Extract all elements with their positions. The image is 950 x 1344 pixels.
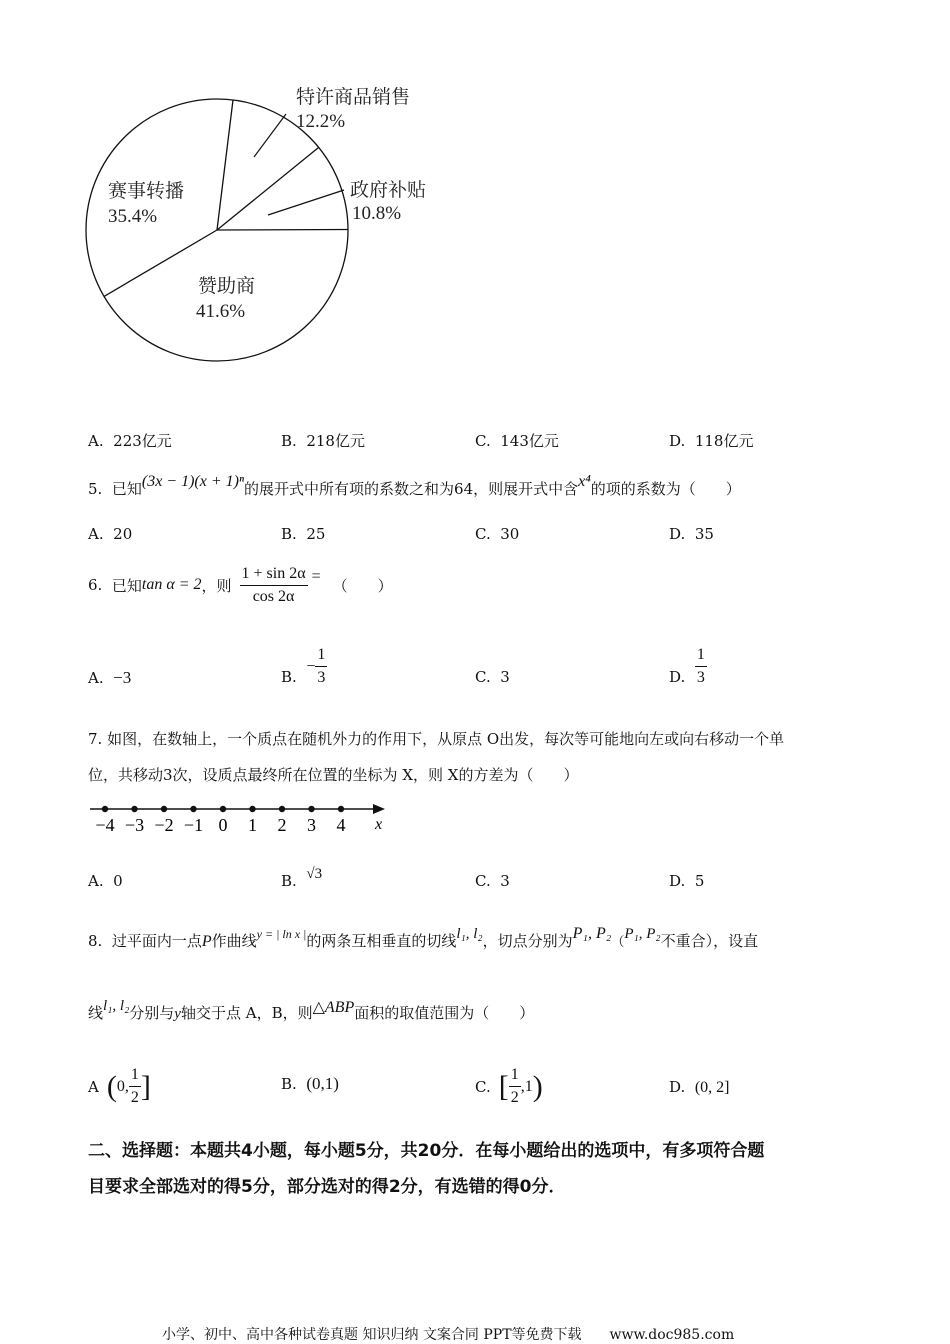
q7-line1: 7. 如图，在数轴上，一个质点在随机外力的作用下，从原点 O出发，每次等可能地向左或向右移动一个单 bbox=[88, 730, 785, 748]
number-line-arrow bbox=[373, 804, 385, 814]
number-line-point bbox=[308, 806, 314, 812]
number-line-point bbox=[161, 806, 167, 812]
number-line-var: x bbox=[375, 816, 383, 833]
pie-label-broadcast: 赛事转播 bbox=[108, 180, 185, 202]
leader-line-gov bbox=[268, 190, 344, 215]
q6-fraction: $\frac{1 + \sin 2\alpha}{\cos 2\alpha}$ bbox=[241, 564, 306, 605]
number-line-tick-label: 0 bbox=[218, 815, 228, 835]
q6-option-d[interactable]: D. $\frac{1}{3}$ bbox=[669, 646, 705, 686]
q4-option-a[interactable]: A. 223亿元 bbox=[88, 432, 172, 450]
number-line-tick-label: −2 bbox=[154, 815, 174, 835]
number-line-tick-label: −4 bbox=[95, 815, 115, 835]
q5-stem: 5. 已知(3x − 1)(x + 1)ⁿ的展开式中所有项的系数之和为64，则展开式中含x⁴的项的系数为（ ） bbox=[88, 473, 741, 498]
q4-option-b[interactable]: B. 218亿元 bbox=[281, 432, 365, 450]
pie-boundary-sponsor-start bbox=[217, 230, 348, 231]
q7-line2: 位，共移动3次，设质点最终所在位置的坐标为 X，则 X的方差为（ ） bbox=[88, 766, 579, 784]
q6-option-a[interactable]: A. −3 bbox=[88, 668, 132, 687]
number-line-tick-label: −3 bbox=[124, 815, 145, 835]
q5-option-d[interactable]: D. 35 bbox=[669, 525, 714, 543]
q8-option-a[interactable]: A ( 0, $\frac{1}{2}$ ] bbox=[88, 1066, 151, 1106]
pie-boundary-special-start bbox=[217, 100, 233, 230]
leader-line-special bbox=[254, 114, 286, 157]
number-line-tick-label: 3 bbox=[307, 815, 316, 835]
q8-option-c[interactable]: C. [ $\frac{1}{2}$ ,1 ) bbox=[475, 1066, 543, 1106]
number-line-point bbox=[102, 806, 108, 812]
pie-pct-special: 12.2% bbox=[296, 111, 346, 132]
q6-stem: 6. 已知 tan α = 2 ，则 $\frac{1 + \sin 2\alpha}{\cos 2\alpha}$ = （ ） bbox=[88, 555, 393, 615]
number-line-point bbox=[338, 806, 344, 812]
pie-pct-sponsor: 41.6% bbox=[196, 301, 246, 322]
q7-option-d[interactable]: D. 5 bbox=[669, 872, 705, 890]
number-line-point bbox=[220, 806, 226, 812]
number-line-tick-label: 1 bbox=[248, 815, 257, 835]
q5-option-b[interactable]: B. 25 bbox=[281, 525, 326, 543]
q5-option-c[interactable]: C. 30 bbox=[475, 525, 520, 543]
q8-line1: 8. 过平面内一点P作曲线$^{y = | ln x |}$的两条互相垂直的切线l₁, l₂，切点分别为P₁, P₂（P₁, P₂不重合），设直 bbox=[88, 925, 759, 950]
number-line-point bbox=[249, 806, 255, 812]
number-line bbox=[85, 798, 395, 838]
q8-line2: 线l₁, l₂分别与y轴交于点 A，B，则△ABP面积的取值范围为（ ） bbox=[88, 998, 535, 1022]
pie-label-sponsor: 赞助商 bbox=[198, 275, 256, 297]
q6-option-c[interactable]: C. 3 bbox=[475, 668, 510, 686]
q7-option-a[interactable]: A. 0 bbox=[88, 872, 123, 890]
section2-line1: 二、选择题：本题共4小题，每小题5分，共20分．在每小题给出的选项中，有多项符合题 bbox=[88, 1141, 765, 1161]
number-line-point bbox=[279, 806, 285, 812]
number-line-tick-label: 4 bbox=[336, 815, 346, 835]
q4-option-d[interactable]: D. 118亿元 bbox=[669, 432, 754, 450]
q5-option-a[interactable]: A. 20 bbox=[88, 525, 133, 543]
q8-option-b[interactable]: B. (0,1) bbox=[281, 1074, 339, 1093]
number-line-tick-label: −1 bbox=[183, 815, 204, 835]
q8-option-d[interactable]: D. (0, 2] bbox=[669, 1078, 730, 1096]
pie-label-special: 特许商品销售 bbox=[296, 86, 411, 108]
q6-option-b[interactable]: B. − $\frac{1}{3}$ bbox=[281, 646, 326, 686]
pie-boundary-gov-start bbox=[217, 147, 319, 230]
number-line-tick-label: 2 bbox=[277, 815, 287, 835]
page-footer: 小学、初中、高中各种试卷真题 知识归纳 文案合同 PPT等免费下载 www.doc985.com bbox=[162, 1327, 735, 1343]
q7-option-b[interactable]: B. √3 bbox=[281, 866, 323, 890]
number-line-point bbox=[131, 806, 137, 812]
number-line-point bbox=[190, 806, 196, 812]
section2-line2: 目要求全部选对的得5分，部分选对的得2分，有选错的得0分． bbox=[88, 1177, 566, 1197]
pie-label-gov: 政府补贴 bbox=[350, 179, 427, 201]
pie-pct-broadcast: 35.4% bbox=[108, 206, 158, 227]
q7-option-c[interactable]: C. 3 bbox=[475, 872, 510, 890]
pie-chart bbox=[0, 0, 950, 380]
q4-option-c[interactable]: C. 143亿元 bbox=[475, 432, 559, 450]
pie-pct-gov: 10.8% bbox=[352, 203, 402, 224]
